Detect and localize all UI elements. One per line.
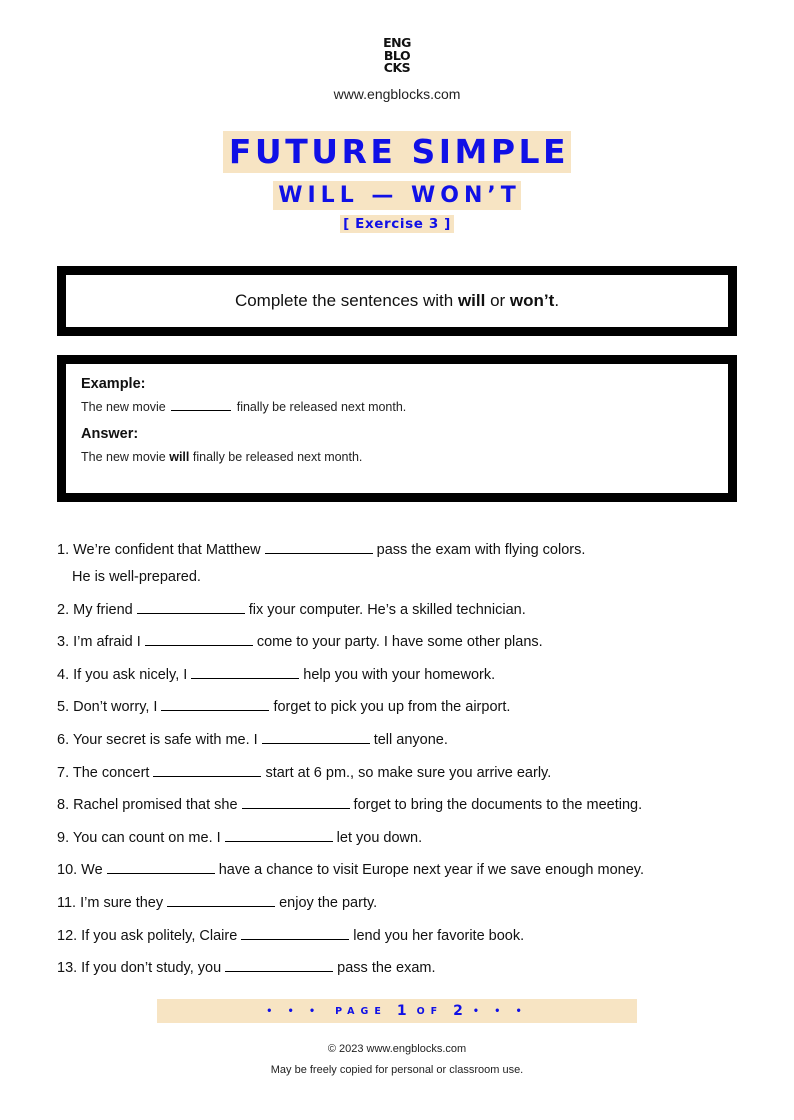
example-box bbox=[57, 355, 737, 502]
total-pages: 2 bbox=[453, 1003, 463, 1019]
pagination-bar bbox=[157, 999, 637, 1023]
of-word: OF bbox=[416, 1005, 444, 1017]
answer-blank[interactable] bbox=[242, 795, 350, 809]
question-item: 9. You can count on me. I let you down. bbox=[57, 829, 423, 846]
question-list bbox=[57, 540, 757, 991]
current-page: 1 bbox=[396, 1003, 407, 1019]
answer-blank[interactable] bbox=[225, 828, 333, 842]
question-item: 1. We’re confident that Matthew pass the exam with flying colors. He is well-prepared. bbox=[57, 542, 586, 585]
answer-blank[interactable] bbox=[167, 893, 275, 907]
question-item: 11. I’m sure they enjoy the party. bbox=[57, 894, 378, 911]
answer-heading: Answer: bbox=[81, 426, 139, 442]
question-item: 8. Rachel promised that she forget to bring the documents to the meeting. bbox=[57, 797, 643, 814]
question-item: 4. If you ask nicely, I help you with your homework. bbox=[57, 666, 496, 683]
answer-blank[interactable] bbox=[241, 926, 349, 940]
answer-blank[interactable] bbox=[153, 763, 261, 777]
question-item: 3. I’m afraid I come to your party. I have some other plans. bbox=[57, 634, 543, 651]
answer-blank[interactable] bbox=[137, 600, 245, 614]
answer-blank[interactable] bbox=[191, 665, 299, 679]
engblocks-logo: ENG BLO CKS bbox=[383, 35, 411, 75]
question-item: 7. The concert start at 6 pm., so make sure you arrive early. bbox=[57, 764, 552, 781]
answer-blank[interactable] bbox=[145, 632, 253, 646]
site-url: www.engblocks.com bbox=[333, 86, 461, 102]
page-title: FUTURE SIMPLE bbox=[223, 131, 571, 173]
exercise-label: [ Exercise 3 ] bbox=[340, 215, 454, 233]
question-item: 13. If you don’t study, you pass the exam. bbox=[57, 960, 436, 977]
question-item: 12. If you ask politely, Claire lend you her favorite book. bbox=[57, 927, 525, 944]
question-item: 10. We have a chance to visit Europe next year if we save enough money. bbox=[57, 862, 645, 879]
example-sentence: The new movie finally be released next month. bbox=[81, 400, 407, 414]
answer-blank[interactable] bbox=[262, 730, 370, 744]
dots-left: • • • bbox=[266, 1005, 322, 1017]
page-subtitle: WILL — WON’T bbox=[273, 181, 521, 210]
license-note: May be freely copied for personal or classroom use. bbox=[270, 1064, 524, 1076]
logo bbox=[0, 37, 794, 77]
answer-sentence: The new movie will finally be released next month. bbox=[81, 450, 363, 464]
dots-right: • • • bbox=[472, 1005, 528, 1017]
question-item: 6. Your secret is safe with me. I tell anyone. bbox=[57, 731, 448, 748]
answer-blank[interactable] bbox=[265, 540, 373, 554]
instructions-text: Complete the sentences with will or won’t. bbox=[234, 291, 560, 310]
question-item: 5. Don’t worry, I forget to pick you up from the airport. bbox=[57, 699, 511, 716]
example-heading: Example: bbox=[81, 376, 146, 392]
page-word: PAGE bbox=[335, 1005, 387, 1017]
copyright: © 2023 www.engblocks.com bbox=[327, 1043, 467, 1055]
instructions-box bbox=[57, 266, 737, 336]
example-blank bbox=[171, 400, 231, 411]
answer-blank[interactable] bbox=[107, 860, 215, 874]
answer-blank[interactable] bbox=[225, 958, 333, 972]
question-item: 2. My friend fix your computer. He’s a skilled technician. bbox=[57, 601, 526, 618]
answer-blank[interactable] bbox=[161, 697, 269, 711]
